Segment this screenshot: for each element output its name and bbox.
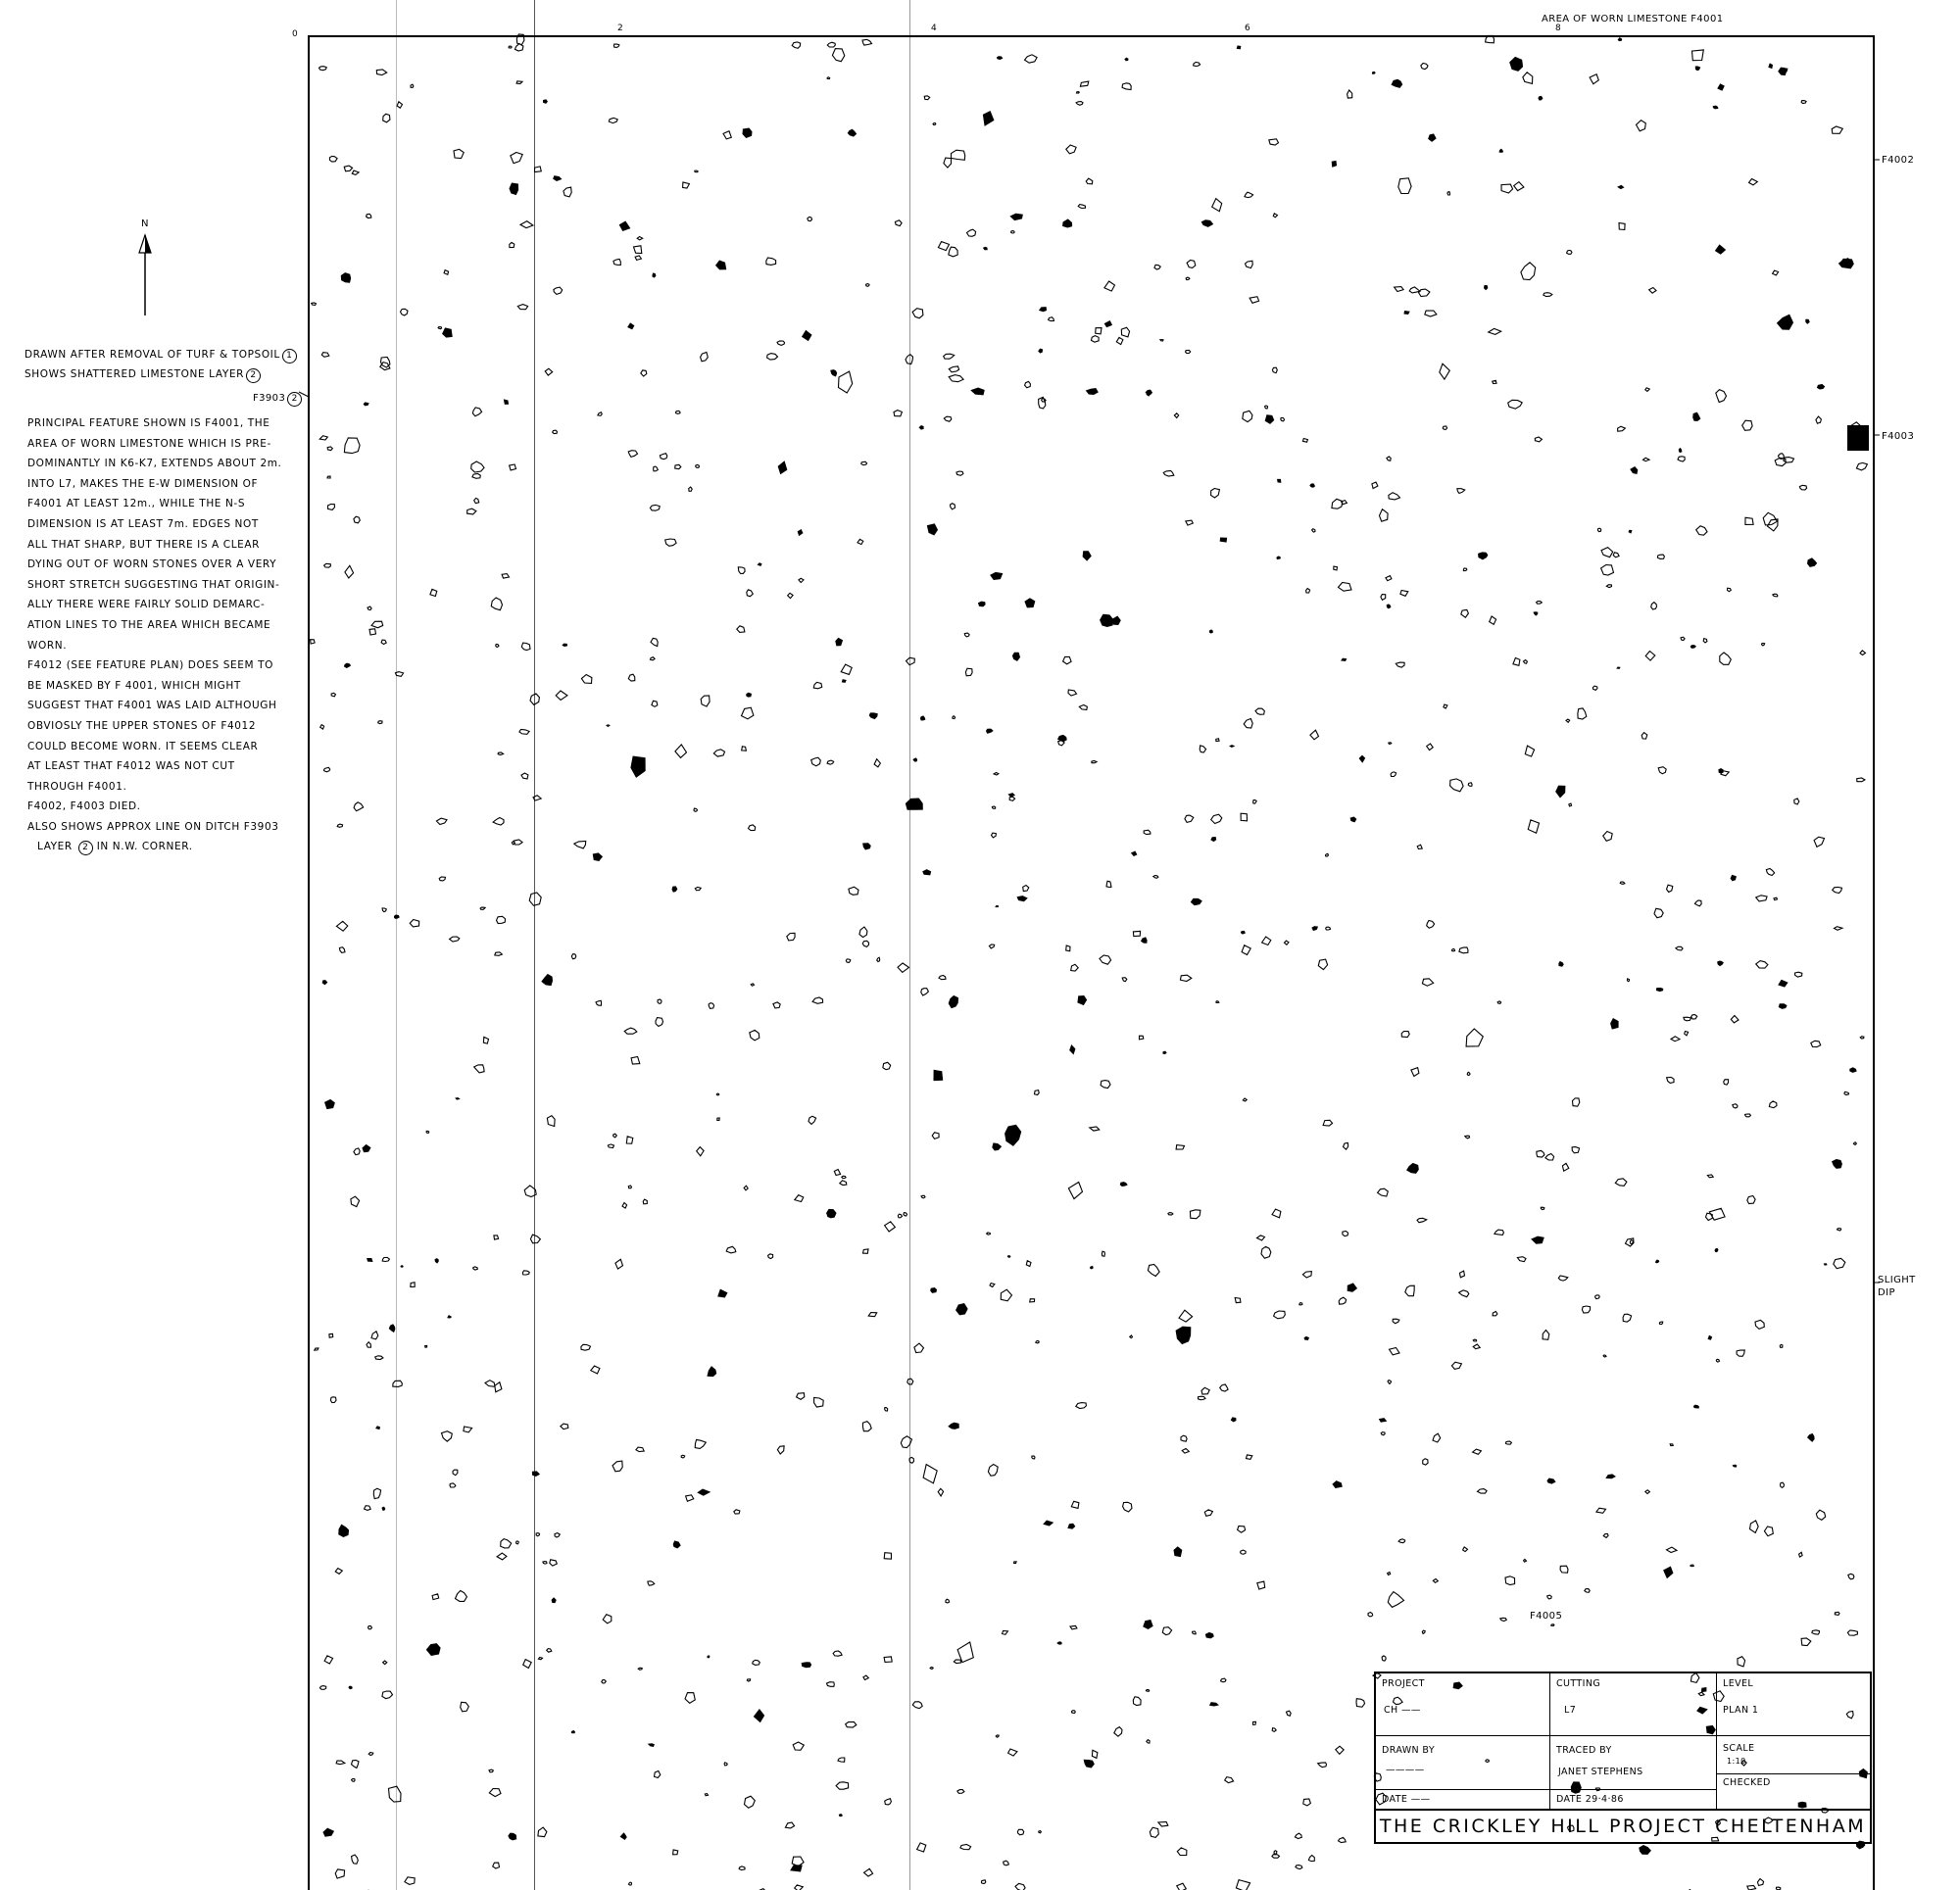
note-line: F4012 (SEE FEATURE PLAN) DOES SEEM TO — [27, 659, 273, 672]
grid-label-8: 8 — [1555, 24, 1561, 33]
grid-label-6: 6 — [1245, 24, 1250, 33]
drawn-by-value: ———— — [1386, 1765, 1425, 1775]
north-label: N — [141, 218, 149, 229]
note-line: SUGGEST THAT F4001 WAS LAID ALTHOUGH — [27, 700, 277, 712]
feature-label-slight-dip — [1878, 1274, 1916, 1299]
note-last-suffix: IN N.W. CORNER. — [96, 841, 193, 853]
note-line: INTO L7, MAKES THE E-W DIMENSION OF — [27, 477, 259, 490]
notes-intro-line2: SHOWS SHATTERED LIMESTONE LAYER — [24, 368, 244, 380]
note-line: ATION LINES TO THE AREA WHICH BECAME — [27, 618, 271, 631]
feature-label-f4003: F4003 — [1882, 431, 1915, 442]
level-cell — [1717, 1673, 1872, 1735]
feature-label-f4002: F4002 — [1882, 155, 1915, 166]
note-line: COULD BECOME WORN. IT SEEMS CLEAR — [27, 740, 259, 752]
note-line: AT LEAST THAT F4012 WAS NOT CUT — [27, 760, 235, 773]
slight-dip-line1: SLIGHT — [1878, 1275, 1916, 1285]
note-line: ALSO SHOWS APPROX LINE ON DITCH F3903 — [27, 820, 279, 833]
plan-border — [309, 36, 1874, 1890]
grid-label-2: 2 — [617, 24, 623, 33]
drawn-by-cell — [1376, 1735, 1550, 1809]
layer-circle: 1 — [282, 349, 297, 363]
stone-outlines — [311, 34, 1868, 1890]
note-line: OBVIOSLY THE UPPER STONES OF F4012 — [27, 719, 257, 732]
note-line: BE MASKED BY F 4001, WHICH MIGHT — [27, 679, 241, 692]
title-block — [1374, 1672, 1872, 1844]
note-line-last — [27, 837, 282, 857]
project-value: CH —— — [1384, 1705, 1421, 1716]
title-block-row-2 — [1376, 1735, 1870, 1811]
date-right: DATE 29·4·86 — [1556, 1794, 1624, 1805]
feature-block-f4003 — [1847, 425, 1869, 451]
title-block-row-1 — [1376, 1673, 1870, 1736]
cutting-value: L7 — [1564, 1705, 1577, 1716]
north-arrow-icon — [139, 235, 151, 315]
traced-by-value: JANET STEPHENS — [1558, 1767, 1643, 1777]
grid-label-4: 4 — [931, 24, 937, 33]
project-cell — [1376, 1673, 1550, 1735]
checked-label: CHECKED — [1723, 1777, 1771, 1788]
note-line: DIMENSION IS AT LEAST 7m. EDGES NOT — [27, 517, 259, 530]
date-divider — [1376, 1789, 1550, 1790]
layer-circle: 2 — [78, 841, 93, 855]
stone-solids — [322, 38, 1867, 1890]
cutting-label: CUTTING — [1556, 1678, 1601, 1689]
level-label: LEVEL — [1723, 1678, 1754, 1689]
note-line: THROUGH F4001. — [27, 780, 127, 793]
note-last-prefix: LAYER — [37, 841, 73, 853]
note-line: ALL THAT SHARP, BUT THERE IS A CLEAR — [27, 538, 261, 551]
scale-label: SCALE — [1723, 1743, 1755, 1754]
note-line: F4002, F4003 DIED. — [27, 800, 141, 813]
note-line: AREA OF WORN LIMESTONE WHICH IS PRE- — [27, 437, 271, 450]
f3903-label: F3903 — [253, 393, 286, 404]
note-line: PRINCIPAL FEATURE SHOWN IS F4001, THE — [27, 417, 270, 429]
feature-label-f3903 — [253, 392, 302, 407]
drawn-by-label: DRAWN BY — [1382, 1745, 1436, 1756]
layer-circle: 2 — [287, 392, 302, 407]
level-value: PLAN 1 — [1723, 1705, 1759, 1716]
note-line: F4001 AT LEAST 12m., WHILE THE N-S — [27, 498, 246, 510]
slight-dip-line2: DIP — [1878, 1287, 1895, 1298]
layer-circle: 2 — [246, 368, 261, 383]
feature-label-f4005: F4005 — [1530, 1611, 1563, 1622]
feature-label-f4001: AREA OF WORN LIMESTONE F4001 — [1542, 14, 1724, 24]
traced-by-cell — [1550, 1735, 1717, 1809]
scale-value: 1:10 — [1727, 1757, 1746, 1766]
grid-label-0: 0 — [292, 29, 298, 39]
stones-layer — [311, 34, 1869, 1890]
traced-by-label: TRACED BY — [1556, 1745, 1612, 1756]
project-title: THE CRICKLEY HILL PROJECT CHELTENHAM — [1379, 1816, 1867, 1837]
date-divider — [1550, 1789, 1717, 1790]
scale-cell — [1717, 1735, 1872, 1809]
notes-body — [27, 413, 282, 857]
cutting-cell — [1550, 1673, 1717, 1735]
checked-divider — [1717, 1773, 1872, 1774]
note-line: DYING OUT OF WORN STONES OVER A VERY — [27, 558, 277, 571]
note-line: WORN. — [27, 639, 68, 652]
date-left: DATE —— — [1382, 1794, 1431, 1805]
note-line: ALLY THERE WERE FAIRLY SOLID DEMARC- — [27, 599, 266, 611]
note-line: DOMINANTLY IN K6-K7, EXTENDS ABOUT 2m. — [27, 458, 282, 470]
notes-intro — [24, 345, 297, 384]
note-line: SHORT STRETCH SUGGESTING THAT ORIGIN- — [27, 578, 280, 591]
notes-intro-line1: DRAWN AFTER REMOVAL OF TURF & TOPSOIL — [24, 349, 280, 361]
project-label: PROJECT — [1382, 1678, 1425, 1689]
